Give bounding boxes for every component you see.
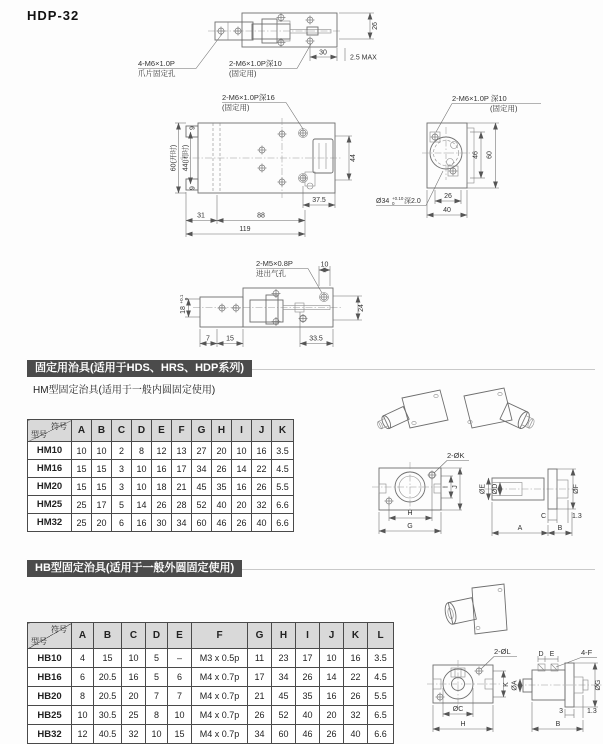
table-header-row bbox=[28, 623, 394, 649]
dim-label: 40 bbox=[443, 207, 451, 214]
table-cell: 6.6 bbox=[368, 725, 394, 744]
dim-label: K bbox=[503, 682, 510, 687]
table-cell: 10 bbox=[72, 442, 92, 460]
column-header-g: G bbox=[192, 420, 212, 442]
note-screws: 4-F bbox=[581, 648, 593, 657]
table-row-hm20 bbox=[28, 478, 294, 496]
table-cell: 12 bbox=[72, 725, 94, 744]
note-fixing-holes-2: (固定用) bbox=[229, 69, 257, 78]
table-cell: 15 bbox=[92, 460, 112, 478]
table-cell: 6.6 bbox=[272, 514, 294, 532]
dim-label: C bbox=[540, 513, 546, 520]
table-row-hm25 bbox=[28, 496, 294, 514]
table-row-hm10 bbox=[28, 442, 294, 460]
table-cell: 27 bbox=[192, 442, 212, 460]
table-cell: 15 bbox=[168, 725, 192, 744]
table-cell: 40 bbox=[344, 725, 368, 744]
table-cell: 26 bbox=[320, 725, 344, 744]
table-cell: 14 bbox=[132, 496, 152, 514]
table-cell: 20 bbox=[92, 514, 112, 532]
dim-label: ØF bbox=[573, 484, 580, 494]
table-cell: 25 bbox=[122, 706, 146, 725]
column-header-k: K bbox=[272, 420, 294, 442]
note-bore-depth: 深2.0 bbox=[404, 198, 421, 205]
dim-label: H bbox=[407, 510, 413, 517]
column-header-a: A bbox=[72, 623, 94, 649]
table-cell: 15 bbox=[92, 478, 112, 496]
table-cell: 25 bbox=[72, 514, 92, 532]
row-model-label: HM20 bbox=[28, 478, 72, 496]
section-subtitle-hm: HM型固定治具(适用于一般内圆固定使用) bbox=[33, 385, 216, 396]
table-cell: 26 bbox=[344, 687, 368, 706]
dim-label: 3 bbox=[559, 708, 563, 715]
dim-label: ØD bbox=[492, 483, 499, 495]
table-cell: M4 x 0.7p bbox=[192, 668, 248, 687]
dim-label: 15 bbox=[226, 335, 234, 343]
table-cell: 52 bbox=[192, 496, 212, 514]
dim-label: 18 bbox=[180, 306, 187, 314]
dim-label: ØA bbox=[511, 680, 519, 691]
table-cell: 10 bbox=[168, 706, 192, 725]
dim-label: B bbox=[555, 721, 561, 728]
table-cell: 5 bbox=[112, 496, 132, 514]
table-cell: 3.5 bbox=[368, 649, 394, 668]
table-cell: 46 bbox=[296, 725, 320, 744]
table-cell: 10 bbox=[132, 478, 152, 496]
table-cell: 45 bbox=[272, 687, 296, 706]
table-cell: 26 bbox=[296, 668, 320, 687]
column-header-c: C bbox=[112, 420, 132, 442]
corner-label-symbol: 符号 bbox=[51, 625, 67, 634]
table-cell: 6 bbox=[72, 668, 94, 687]
note-bore-dia: Ø34 bbox=[376, 198, 390, 205]
table-cell: 15 bbox=[94, 649, 122, 668]
table-cell: 14 bbox=[320, 668, 344, 687]
table-cell: 8 bbox=[146, 706, 168, 725]
table-cell: 20 bbox=[232, 496, 252, 514]
dim-label: 30 bbox=[319, 49, 327, 57]
table-cell: 4.5 bbox=[272, 460, 294, 478]
table-cell: 6 bbox=[168, 668, 192, 687]
column-header-c: C bbox=[122, 623, 146, 649]
column-header-b: B bbox=[92, 420, 112, 442]
table-cell: 26 bbox=[212, 460, 232, 478]
corner-label-symbol: 符号 bbox=[51, 422, 67, 431]
table-cell: 21 bbox=[248, 687, 272, 706]
table-cell: 16 bbox=[122, 668, 146, 687]
table-cell: M4 x 0.7p bbox=[192, 725, 248, 744]
column-header-k: K bbox=[344, 623, 368, 649]
table-cell: 32 bbox=[344, 706, 368, 725]
dim-label: A bbox=[517, 525, 523, 532]
dim-label: 2.5 MAX bbox=[350, 54, 377, 62]
table-cell: 40 bbox=[296, 706, 320, 725]
table-cell: 10 bbox=[132, 460, 152, 478]
table-cell: 8 bbox=[132, 442, 152, 460]
table-cell: 12 bbox=[152, 442, 172, 460]
table-cell: 10 bbox=[72, 706, 94, 725]
table-cell: 5 bbox=[146, 668, 168, 687]
table-cell: 17 bbox=[92, 496, 112, 514]
table-cell: 34 bbox=[192, 460, 212, 478]
drawing-bottom-view bbox=[179, 259, 365, 347]
section-header-fixtures: 固定用治具(适用于HDS、HRS、HDP系列) bbox=[27, 360, 252, 377]
table-cell: 30 bbox=[152, 514, 172, 532]
row-model-label: HM32 bbox=[28, 514, 72, 532]
note-fixing-holes-2: (固定用) bbox=[490, 104, 518, 113]
table-cell: 11 bbox=[248, 649, 272, 668]
corner-label-model: 型号 bbox=[31, 430, 47, 439]
dim-label: 37.5 bbox=[312, 197, 326, 204]
table-cell: 16 bbox=[252, 442, 272, 460]
table-row-hb16 bbox=[28, 668, 394, 687]
table-cell: 34 bbox=[172, 514, 192, 532]
note-mount-holes: 2-ØL bbox=[494, 647, 511, 656]
table-cell: 60 bbox=[272, 725, 296, 744]
column-header-l: L bbox=[368, 623, 394, 649]
note-claw-holes-2: 爪片固定孔 bbox=[138, 69, 176, 78]
corner-label-model: 型号 bbox=[31, 637, 47, 646]
dim-label: B bbox=[557, 525, 563, 532]
table-cell: 60 bbox=[192, 514, 212, 532]
table-cell: 34 bbox=[272, 668, 296, 687]
table-cell: 45 bbox=[192, 478, 212, 496]
table-cell: 16 bbox=[132, 514, 152, 532]
table-cell: 16 bbox=[232, 478, 252, 496]
table-cell: 10 bbox=[122, 649, 146, 668]
table-cell: 22 bbox=[252, 460, 272, 478]
table-cell: 26 bbox=[232, 514, 252, 532]
row-model-label: HB32 bbox=[28, 725, 72, 744]
table-cell: 10 bbox=[232, 442, 252, 460]
hm-dimension-table bbox=[27, 419, 294, 532]
table-cell: M4 x 0.7p bbox=[192, 706, 248, 725]
dim-label: 60 bbox=[486, 151, 494, 159]
dim-label: 119 bbox=[239, 226, 251, 233]
table-cell: 32 bbox=[252, 496, 272, 514]
table-cell: 15 bbox=[72, 460, 92, 478]
table-cell: 15 bbox=[72, 478, 92, 496]
column-header-f: F bbox=[172, 420, 192, 442]
table-cell: 7 bbox=[168, 687, 192, 706]
row-model-label: HB16 bbox=[28, 668, 72, 687]
dim-label: 9 bbox=[189, 186, 197, 190]
table-cell: M3 x 0.5p bbox=[192, 649, 248, 668]
column-header-g: G bbox=[248, 623, 272, 649]
column-header-i: I bbox=[296, 623, 320, 649]
table-cell: 17 bbox=[296, 649, 320, 668]
dim-label: 26 bbox=[444, 193, 452, 200]
drawing-front-view bbox=[169, 93, 358, 237]
dim-label: 60(开时) bbox=[170, 144, 178, 172]
note-bore-tol-bot: 0 bbox=[392, 201, 395, 206]
table-cell: 8 bbox=[72, 687, 94, 706]
dim-label: 31 bbox=[197, 212, 205, 220]
table-row-hm16 bbox=[28, 460, 294, 478]
table-cell: 35 bbox=[296, 687, 320, 706]
row-model-label: HM16 bbox=[28, 460, 72, 478]
table-cell: 18 bbox=[152, 478, 172, 496]
table-cell: 26 bbox=[248, 706, 272, 725]
dim-label: J bbox=[452, 485, 459, 489]
table-cell: 10 bbox=[146, 725, 168, 744]
table-cell: 10 bbox=[320, 649, 344, 668]
dim-label: ØG bbox=[595, 679, 602, 691]
table-cell: 17 bbox=[248, 668, 272, 687]
note-mount-holes: 2-ØK bbox=[447, 451, 465, 460]
table-cell: 6.6 bbox=[272, 496, 294, 514]
table-cell: 22 bbox=[344, 668, 368, 687]
note-fixing-holes-2: (固定用) bbox=[222, 103, 250, 112]
table-cell: 30.5 bbox=[94, 706, 122, 725]
table-cell: 4.5 bbox=[368, 668, 394, 687]
table-cell: 13 bbox=[172, 442, 192, 460]
table-cell: 20 bbox=[122, 687, 146, 706]
table-cell: 21 bbox=[172, 478, 192, 496]
column-header-e: E bbox=[152, 420, 172, 442]
column-header-h: H bbox=[212, 420, 232, 442]
table-row-hb10 bbox=[28, 649, 394, 668]
row-model-label: HB25 bbox=[28, 706, 72, 725]
table-row-hb25 bbox=[28, 706, 394, 725]
table-cell: 5 bbox=[146, 649, 168, 668]
column-header-d: D bbox=[146, 623, 168, 649]
page-title: HDP-32 bbox=[27, 8, 80, 23]
table-cell: 16 bbox=[320, 687, 344, 706]
table-cell: 3 bbox=[112, 478, 132, 496]
table-cell: 23 bbox=[272, 649, 296, 668]
table-cell: 16 bbox=[152, 460, 172, 478]
table-row-hm32 bbox=[28, 514, 294, 532]
column-header-j: J bbox=[320, 623, 344, 649]
table-corner-cell bbox=[28, 623, 72, 649]
table-cell: 7 bbox=[146, 687, 168, 706]
table-cell: 6.5 bbox=[368, 706, 394, 725]
table-cell: 2 bbox=[112, 442, 132, 460]
table-header-row bbox=[28, 420, 294, 442]
table-cell: 52 bbox=[272, 706, 296, 725]
table-cell: 20.5 bbox=[94, 687, 122, 706]
table-cell: 32 bbox=[122, 725, 146, 744]
dim-label: 88 bbox=[257, 212, 265, 220]
note-air-ports-2: 进出气孔 bbox=[256, 269, 286, 278]
column-header-a: A bbox=[72, 420, 92, 442]
table-cell: 34 bbox=[248, 725, 272, 744]
column-header-h: H bbox=[272, 623, 296, 649]
dim-label: 46 bbox=[472, 151, 480, 159]
table-cell: 3 bbox=[112, 460, 132, 478]
note-fixing-holes: 2-M6×1.0P深10 bbox=[229, 59, 282, 68]
dim-label: G bbox=[407, 523, 413, 530]
table-cell: 20.5 bbox=[94, 668, 122, 687]
dim-label: H bbox=[460, 721, 466, 728]
drawing-hb-fixture bbox=[427, 584, 602, 732]
column-header-f: F bbox=[192, 623, 248, 649]
table-cell: 17 bbox=[172, 460, 192, 478]
dim-label: 44 bbox=[350, 154, 357, 162]
dim-label: 1.3 bbox=[587, 708, 597, 715]
column-header-b: B bbox=[94, 623, 122, 649]
column-header-d: D bbox=[132, 420, 152, 442]
row-model-label: HB20 bbox=[28, 687, 72, 706]
table-cell: 26 bbox=[252, 478, 272, 496]
table-cell: 20 bbox=[212, 442, 232, 460]
dim-label: 7 bbox=[206, 335, 210, 343]
dim-label: 1.3 bbox=[572, 513, 582, 520]
table-cell: 4 bbox=[72, 649, 94, 668]
table-cell: 3.5 bbox=[272, 442, 294, 460]
table-cell: 25 bbox=[72, 496, 92, 514]
dim-label: E bbox=[549, 651, 555, 658]
column-header-i: I bbox=[232, 420, 252, 442]
table-cell: 26 bbox=[152, 496, 172, 514]
drawing-top-view bbox=[138, 13, 379, 78]
drawing-side-view bbox=[376, 94, 541, 218]
table-cell: 40.5 bbox=[94, 725, 122, 744]
column-header-j: J bbox=[252, 420, 272, 442]
hb-dimension-table bbox=[27, 622, 394, 744]
dim-label: 33.5 bbox=[309, 335, 323, 343]
dim-label: 26 bbox=[372, 22, 379, 30]
dim-label: ØC bbox=[452, 706, 464, 713]
table-cell: M4 x 0.7p bbox=[192, 687, 248, 706]
table-cell: 6 bbox=[112, 514, 132, 532]
note-fixing-holes: 2-M6×1.0P 深10 bbox=[452, 94, 507, 103]
note-claw-holes: 4-M6×1.0P bbox=[138, 59, 175, 68]
table-cell: 5.5 bbox=[368, 687, 394, 706]
table-row-hb32 bbox=[28, 725, 394, 744]
section-header-hb: HB型固定治具(适用于一般外圆固定使用) bbox=[27, 560, 242, 577]
dim-label: ØE bbox=[479, 483, 487, 495]
column-header-e: E bbox=[168, 623, 192, 649]
row-model-label: HM10 bbox=[28, 442, 72, 460]
dim-label: 10 bbox=[320, 261, 329, 269]
table-corner-cell bbox=[28, 420, 72, 442]
dim-label: 44(闭时) bbox=[182, 144, 190, 172]
dim-tol-bot: 0 bbox=[184, 297, 189, 301]
table-row-hb20 bbox=[28, 687, 394, 706]
note-air-ports: 2-M5×0.8P bbox=[256, 259, 293, 268]
table-cell: 40 bbox=[212, 496, 232, 514]
dim-label: 24 bbox=[358, 304, 365, 312]
dim-label: D bbox=[538, 651, 544, 658]
drawing-hm-fixture bbox=[372, 388, 582, 536]
table-cell: 16 bbox=[344, 649, 368, 668]
table-cell: 40 bbox=[252, 514, 272, 532]
table-cell: 46 bbox=[212, 514, 232, 532]
table-cell: 14 bbox=[232, 460, 252, 478]
table-cell: 10 bbox=[92, 442, 112, 460]
note-fixing-holes: 2-M6×1.0P深16 bbox=[222, 93, 275, 102]
note-bore-tol-top: +0.10 bbox=[392, 196, 404, 201]
table-cell: 28 bbox=[172, 496, 192, 514]
row-model-label: HM25 bbox=[28, 496, 72, 514]
row-model-label: HB10 bbox=[28, 649, 72, 668]
table-cell: 5.5 bbox=[272, 478, 294, 496]
dim-tol-top: +0.1 bbox=[179, 294, 184, 304]
dim-label: I bbox=[442, 486, 450, 488]
dim-label: 9 bbox=[189, 126, 197, 130]
table-cell: – bbox=[168, 649, 192, 668]
table-cell: 35 bbox=[212, 478, 232, 496]
table-cell: 20 bbox=[320, 706, 344, 725]
